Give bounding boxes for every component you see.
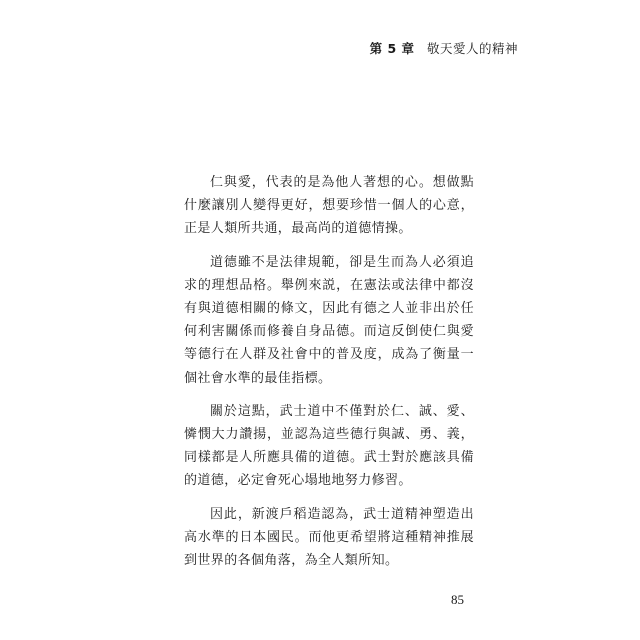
paragraph-1: 仁與愛，代表的是為他人著想的心。想做點什麼讓別人變得更好，想要珍惜一個人的心意，正是人類所共通，最高尚的道德情操。 [184,175,474,237]
paragraph-2: 道德雖不是法律規範，卻是生而為人必須追求的理想品格。舉例來説，在憲法或法律中都沒有與道德相關的條文，因此有德之人並非出於任何利害關係而修養自身品德。而這反倒使仁與愛等德行在人群及社會中的普及度，成為了衡量一個社會水準的最佳指標。 [184,254,474,386]
running-header [370,39,518,57]
paragraph-3: 關於這點，武士道中不僅對於仁、誠、愛、憐憫大力讚揚，並認為這些德行與誠、勇、義，同樣都是人所應具備的道德。武士對於應該具備的道德，必定會死心塌地地努力修習。 [184,403,474,489]
body-text [184,171,474,582]
chapter-label: 第 5 章 [369,41,415,56]
paragraph-4: 因此，新渡戶稻造認為，武士道精神塑造出高水準的日本國民。而他更希望將這種精神推展到世界的各個角落，為全人類所知。 [184,506,474,569]
page-number: 85 [451,592,464,607]
chapter-title: 敬天愛人的精神 [426,41,518,56]
